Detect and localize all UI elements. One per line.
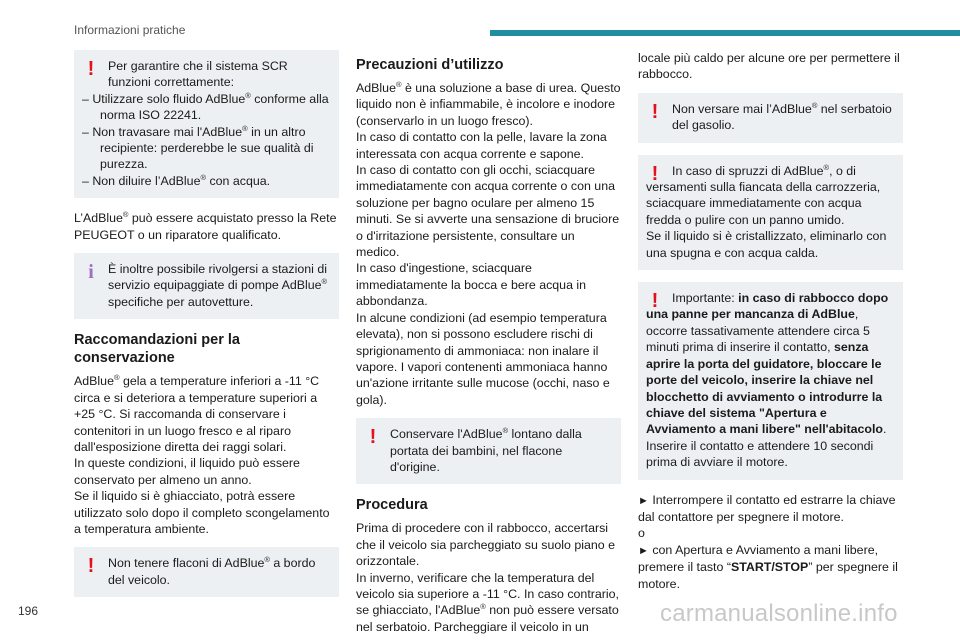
header-accent-bar — [490, 30, 960, 36]
heading-precautions: Precauzioni d’utilizzo — [356, 57, 504, 73]
warning-text: Non versare mai l’AdBlue® nel serbatoio del gasolio. — [672, 100, 892, 133]
warning-icon: ! — [651, 100, 659, 123]
step-item: ► Interrompere il contatto ed estrarre la chiave dal contattore per spegnere il motore. — [638, 492, 896, 524]
warning-item: – Non diluire l’AdBlue® con acqua. — [82, 172, 271, 188]
info-text: È inoltre possibile rivolgersi a stazioni di servizio equipaggiate di pompe AdBlue® specifiche per autovetture. — [108, 262, 328, 309]
warning-text: Se il liquido si è cristallizzato, eliminarlo con una spugna e con acqua calda. — [646, 229, 887, 260]
warning-text: Inserire il contatto e attendere 10 secondi prima di avviare il motore. — [646, 438, 874, 470]
warning-icon: ! — [87, 555, 95, 578]
paragraph-precautions: AdBlue® è una soluzione a base di urea. Questo liquido non è infiammabile, è incolore e inodore (conservarlo in un luogo fresco). In caso di contatto con la pelle, lavare la zona interessata con acqua corrente e sapone. In caso di contatto con gli occhi, sciacquare immediatamente con acqua corrente o con una soluzione per bagno oculare per almeno 15 minuti. Se si avverte una sensazione di bruciore o d'irritazione persistente, consultare un medico. In caso d'ingestione, sciacquare immediatamente la bocca e bere acqua in abbondanza. In alcune condizioni (ad esempio temperatura elevata), non si possono escludere rischi di sprigionamento di ammoniaca: non inalare il vapore. I vapori contenenti ammoniaca hanno un'azione irritante sulle mucose (occhi, naso e gola). — [356, 79, 621, 407]
page-number: 196 — [18, 604, 39, 618]
step-item: ► con Apertura e Avviamento a mani libere, premere il tasto “START/STOP” per spegnere il motore. — [638, 542, 898, 591]
warning-icon: ! — [87, 58, 95, 80]
warning-box-children — [356, 418, 621, 484]
info-icon: i — [88, 261, 94, 284]
heading-storage: Raccomandazioni per la conservazione — [74, 332, 240, 367]
warning-text: Non tenere flaconi di AdBlue® a bordo del veicolo. — [108, 555, 316, 587]
warning-box-splash — [638, 155, 903, 270]
info-box-stations — [74, 253, 339, 319]
warning-text: Conservare l'AdBlue® lontano dalla portata dei bambini, nel flacone d'origine. — [390, 426, 582, 474]
arrow-icon: ► — [638, 494, 649, 507]
paragraph-procedure: Prima di procedere con il rabbocco, accertarsi che il veicolo sia parcheggiato su suolo piano e orizzontale. In inverno, verificare che la temperatura del veicolo sia superiore a -11 °C. In caso contrario, se ghiacciato, l'AdBlue® non può essere versato nel serbatoio. Parcheggiare il veicolo in un — [356, 521, 619, 634]
procedure-steps — [638, 492, 903, 592]
warning-icon: ! — [369, 426, 377, 449]
step-separator: o — [638, 526, 645, 541]
column-3 — [638, 50, 903, 602]
warning-intro: Per garantire che il sistema SCR funzioni correttamente: — [108, 59, 288, 90]
warning-item: – Non travasare mai l'AdBlue® in un altro recipiente: perderebbe le sue qualità di purezza. — [82, 123, 314, 172]
warning-icon: ! — [651, 290, 659, 313]
column-2 — [356, 50, 621, 640]
warning-box-onboard — [74, 547, 339, 597]
warning-item: – Utilizzare solo fluido AdBlue® conforme alla norma ISO 22241. — [82, 90, 329, 123]
warning-box-scr — [74, 50, 339, 198]
arrow-icon: ► — [638, 544, 649, 557]
heading-procedure: Procedura — [356, 497, 428, 514]
paragraph-purchase: L’AdBlue® può essere acquistato presso la Rete PEUGEOT o un riparatore qualificato. — [74, 210, 337, 242]
paragraph-storage: AdBlue® gela a temperature inferiori a -11 °C circa e si deteriora a temperature superiori a +25 °C. Si raccomanda di conservare i contenitori in un luogo fresco e al riparo dall'esposizione diretta dei raggi solari. In queste condizioni, il liquido può essere conservato per almeno un anno. Se il liquido si è ghiacciato, potrà essere utilizzato solo dopo il completo scongelamento a temperatura ambiente. — [74, 373, 330, 536]
warning-icon: ! — [651, 162, 659, 185]
page-header-title: Informazioni pratiche — [74, 23, 186, 37]
watermark: carmanualsonline.info — [660, 600, 898, 627]
column-1 — [74, 50, 339, 609]
warning-text: In caso di spruzzi di AdBlue®, o di versamenti sulla fiancata della carrozzeria, sciacquare immediatamente con acqua fredda o pulire con un panno umido. — [646, 162, 881, 227]
warning-text: Importante: in caso di rabbocco dopo una panne per mancanza di AdBlue, occorre tassativamente attendere circa 5 minuti prima di inserire il contatto, senza aprire la porta del guidatore, bloccare le porte del veicolo, inserire la chiave nel blocchetto di avviamento o introdurre la chiave del sistema "Apertura e Avviamento a mani libere" nell'abitacolo. — [646, 291, 889, 437]
paragraph-continued: locale più caldo per alcune ore per permettere il rabbocco. — [638, 51, 900, 82]
warning-box-diesel — [638, 93, 903, 143]
warning-box-important — [638, 282, 903, 479]
